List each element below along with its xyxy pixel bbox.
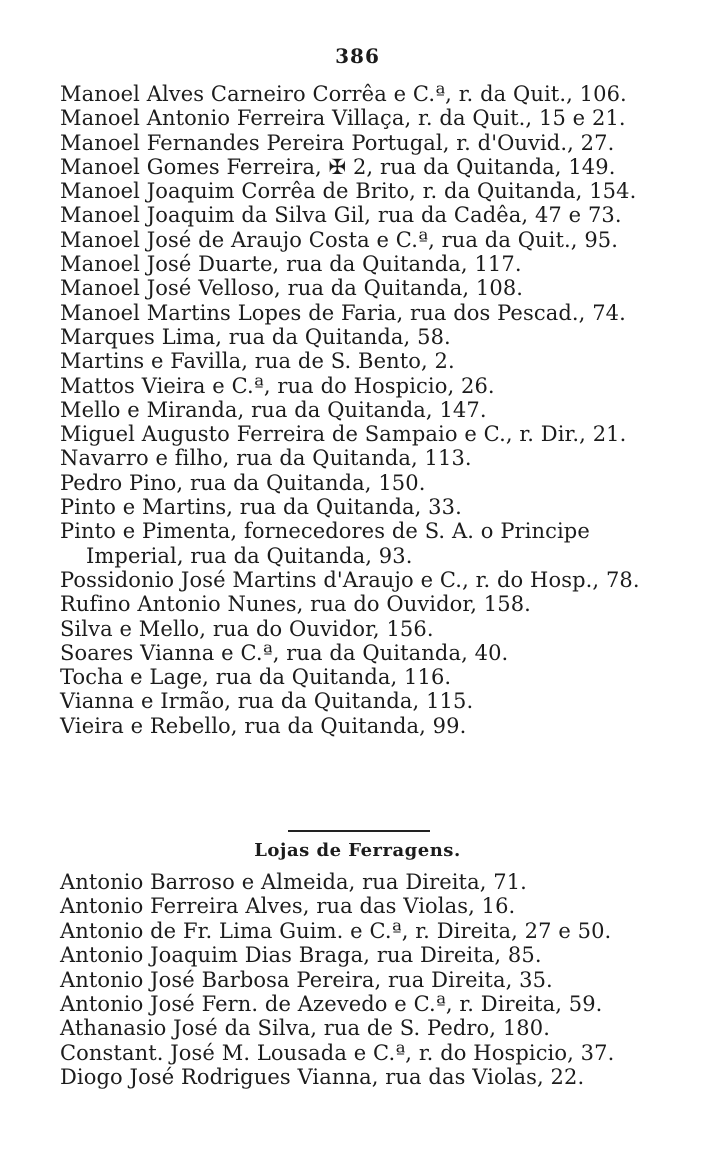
list-item: Athanasio José da Silva, rua de S. Pedro, 180. (60, 1016, 551, 1041)
list-item: Antonio José Fern. de Azevedo e C.ª, r. Direita, 59. (60, 992, 603, 1017)
list-item: Marques Lima, rua da Quitanda, 58. (60, 324, 451, 349)
list-item: Soares Vianna e C.ª, rua da Quitanda, 40. (60, 640, 509, 665)
list-item: Tocha e Lage, rua da Quitanda, 116. (60, 665, 452, 690)
list-item: Antonio de Fr. Lima Guim. e C.ª, r. Direita, 27 e 50. (60, 918, 612, 943)
section-title: Lojas de Ferragens. (254, 840, 461, 861)
list-item-continuation: Imperial, rua da Quitanda, 93. (86, 543, 413, 568)
list-item: Martins e Favilla, rua de S. Bento, 2. (60, 349, 455, 374)
page-number: 386 (335, 44, 380, 68)
list-item: Rufino Antonio Nunes, rua do Ouvidor, 158. (60, 592, 531, 617)
list-item: Manoel José Duarte, rua da Quitanda, 117. (60, 252, 522, 277)
hardware-store-list (60, 870, 660, 1090)
list-item: Manoel José de Araujo Costa e C.ª, rua da Quit., 95. (60, 227, 619, 252)
list-item: Manoel Fernandes Pereira Portugal, r. d'Ouvid., 27. (60, 130, 615, 155)
list-item: Antonio Barroso e Almeida, rua Direita, 71. (60, 870, 527, 894)
list-item: Manoel José Velloso, rua da Quitanda, 108. (60, 276, 524, 301)
list-item: Mattos Vieira e C.ª, rua do Hospicio, 26. (60, 373, 495, 398)
list-item: Manoel Joaquim da Silva Gil, rua da Cadêa, 47 e 73. (60, 203, 622, 228)
merchant-list (60, 82, 660, 738)
list-item: Pinto e Pimenta, fornecedores de S. A. o Principe (60, 519, 590, 544)
list-item: Manoel Antonio Ferreira Villaça, r. da Quit., 15 e 21. (60, 106, 626, 131)
list-item: Vianna e Irmão, rua da Quitanda, 115. (60, 689, 474, 714)
list-item: Manoel Gomes Ferreira, ✠ 2, rua da Quitanda, 149. (60, 154, 616, 179)
list-item: Possidonio José Martins d'Araujo e C., r. do Hosp., 78. (60, 567, 640, 592)
list-item: Manoel Martins Lopes de Faria, rua dos Pescad., 74. (60, 300, 626, 325)
list-item: Miguel Augusto Ferreira de Sampaio e C., r. Dir., 21. (60, 422, 627, 447)
list-item: Constant. José M. Lousada e C.ª, r. do Hospicio, 37. (60, 1040, 615, 1065)
list-item: Antonio Joaquim Dias Braga, rua Direita, 85. (60, 943, 542, 968)
list-item: Antonio Ferreira Alves, rua das Violas, 16. (60, 894, 516, 919)
section-divider (288, 830, 430, 832)
list-item: Manoel Alves Carneiro Corrêa e C.ª, r. da Quit., 106. (60, 82, 627, 106)
list-item: Vieira e Rebello, rua da Quitanda, 99. (60, 713, 467, 738)
list-item: Silva e Mello, rua do Ouvidor, 156. (60, 616, 434, 641)
list-item: Pinto e Martins, rua da Quitanda, 33. (60, 495, 462, 520)
list-item: Navarro e filho, rua da Quitanda, 113. (60, 446, 472, 471)
list-item: Antonio José Barbosa Pereira, rua Direita, 35. (60, 967, 553, 992)
list-item: Diogo José Rodrigues Vianna, rua das Violas, 22. (60, 1065, 585, 1090)
list-item: Manoel Joaquim Corrêa de Brito, r. da Quitanda, 154. (60, 179, 637, 204)
list-item: Pedro Pino, rua da Quitanda, 150. (60, 470, 426, 495)
list-item: Mello e Miranda, rua da Quitanda, 147. (60, 397, 487, 422)
